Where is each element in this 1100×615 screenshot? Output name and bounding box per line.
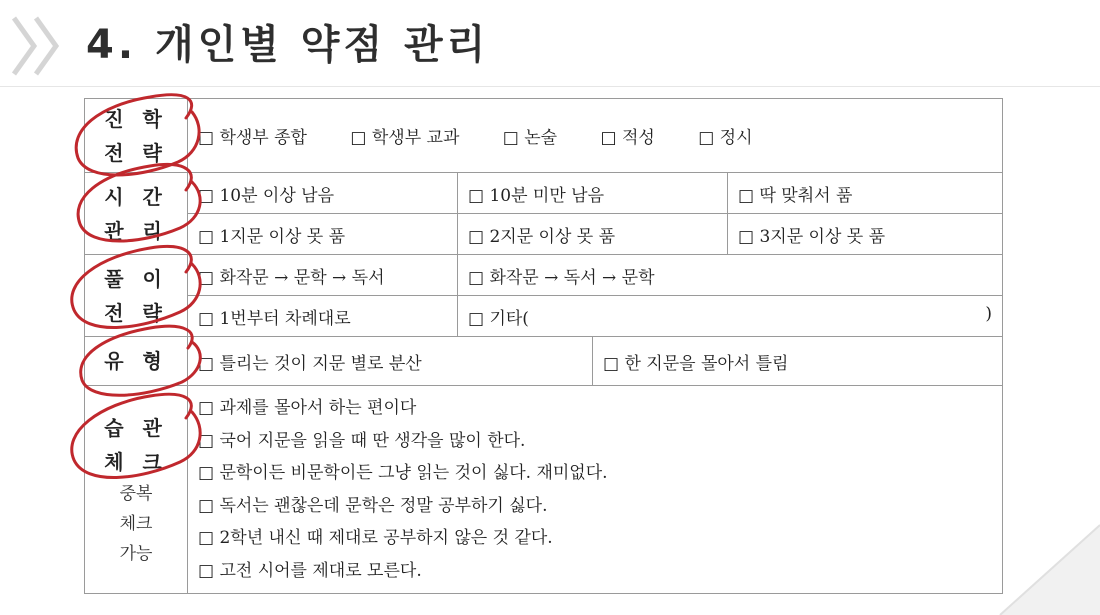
admission-options <box>188 99 1003 173</box>
header-divider <box>0 86 1100 87</box>
checkbox-option[interactable]: □ 1지문 이상 못 품 <box>188 214 458 255</box>
double-chevron-icon <box>8 14 68 78</box>
other-option-cell[interactable] <box>458 296 1003 337</box>
page-title: 4. 개인별 약점 관리 <box>86 22 490 68</box>
table-row <box>85 296 1003 337</box>
checkbox-option[interactable]: □ 딱 맞춰서 품 <box>728 173 1003 214</box>
table-row <box>85 386 1003 594</box>
list-item[interactable]: □ 과제를 몰아서 하는 편이다 <box>198 398 417 418</box>
table-row <box>85 214 1003 255</box>
weakness-table <box>84 98 1003 594</box>
category-habit-check: 습 관 체 크 중복 체크 가능 <box>85 386 188 594</box>
list-item[interactable]: □ 독서는 괜찮은데 문학은 정말 공부하기 싫다. <box>198 495 548 516</box>
category-type: 유 형 <box>85 337 188 386</box>
table-row <box>85 255 1003 296</box>
checkbox-option[interactable]: □ 틀리는 것이 지문 별로 분산 <box>188 337 593 386</box>
list-item[interactable]: □ 문학이든 비문학이든 그냥 읽는 것이 싫다. 재미없다. <box>198 463 608 483</box>
checkbox-option[interactable]: □ 학생부 교과 <box>350 128 460 148</box>
checkbox-option[interactable]: □ 화작문 → 문학 → 독서 <box>188 255 458 296</box>
checkbox-option[interactable]: □ 기타( <box>468 308 529 329</box>
checkbox-option[interactable]: □ 논술 <box>502 128 558 148</box>
checkbox-option[interactable]: □ 10분 미만 남음 <box>458 173 728 214</box>
checkbox-option[interactable]: □ 1번부터 차례대로 <box>188 296 458 337</box>
category-solving-strategy: 풀 이 전 략 <box>85 255 188 337</box>
checkbox-option[interactable]: □ 적성 <box>600 128 655 148</box>
checkbox-option[interactable]: □ 3지문 이상 못 품 <box>728 214 1003 255</box>
checkbox-option[interactable]: □ 화작문 → 독서 → 문학 <box>458 255 1003 296</box>
table-row <box>85 173 1003 214</box>
habit-list <box>188 386 1003 594</box>
checkbox-option[interactable]: □ 2지문 이상 못 품 <box>458 214 728 255</box>
category-admission-strategy: 진 학 전 략 <box>85 99 188 173</box>
category-time-management: 시 간 관 리 <box>85 173 188 255</box>
list-item[interactable]: □ 고전 시어를 제대로 모른다. <box>198 560 422 581</box>
table-row <box>85 99 1003 173</box>
multi-check-note: 중복 체크 가능 <box>119 483 153 564</box>
checkbox-option[interactable]: □ 정시 <box>698 128 753 148</box>
checkbox-option[interactable]: □ 학생부 종합 <box>198 128 307 148</box>
checkbox-option[interactable]: □ 10분 이상 남음 <box>188 173 458 214</box>
list-item[interactable]: □ 국어 지문을 읽을 때 딴 생각을 많이 한다. <box>198 430 526 451</box>
corner-decoration <box>990 515 1100 615</box>
closing-paren: ) <box>985 303 993 324</box>
checkbox-option[interactable]: □ 한 지문을 몰아서 틀림 <box>593 337 1003 386</box>
list-item[interactable]: □ 2학년 내신 때 제대로 공부하지 않은 것 같다. <box>198 528 553 548</box>
table-row <box>85 337 1003 386</box>
